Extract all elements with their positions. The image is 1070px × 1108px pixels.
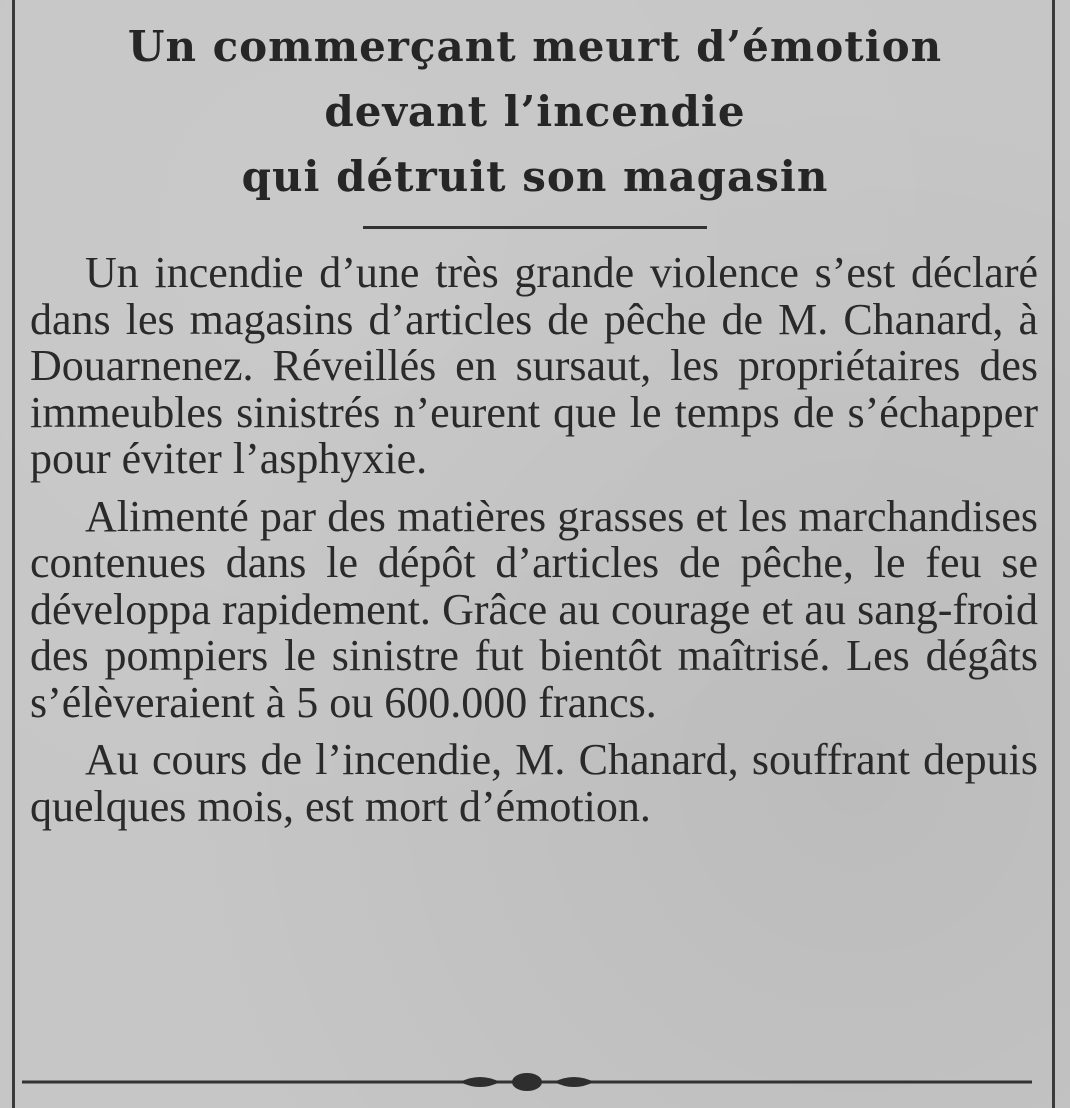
paragraph-3: Au cours de l’incendie, M. Chanard, souffrant depuis quelques mois, est mort d’émotion. <box>30 735 1038 831</box>
article-headline <box>40 14 1030 209</box>
paragraph-1: Un incendie d’une très grande violence s’est déclaré dans les magasins d’articles de pêche de M. Chanard, à Douarnenez. Réveillés en sursaut, les propriétaires des immeubles sinistrés n’eurent que le temps de s’échapper pour éviter l’asphyxie. <box>30 248 1038 483</box>
headline-line-1: Un commerçant meurt d’émotion <box>127 22 943 71</box>
column-rule-right <box>1052 0 1055 1108</box>
headline-line-2: devant l’incendie <box>324 87 746 136</box>
article-body <box>30 250 1038 841</box>
headline-divider <box>363 226 707 229</box>
paragraph-2: Alimenté par des matières grasses et les marchandises contenues dans le dépôt d’articles de pêche, le feu se développa rapidement. Grâce au courage et au sang-froid des pompiers le sinistre fut bientôt maîtrisé. Les dégâts s’élèveraient à 5 ou 600.000 francs. <box>30 491 1038 727</box>
headline-line-3: qui détruit son magasin <box>241 152 829 201</box>
column-rule-left <box>12 0 15 1108</box>
end-ornament-rule <box>22 1068 1032 1096</box>
